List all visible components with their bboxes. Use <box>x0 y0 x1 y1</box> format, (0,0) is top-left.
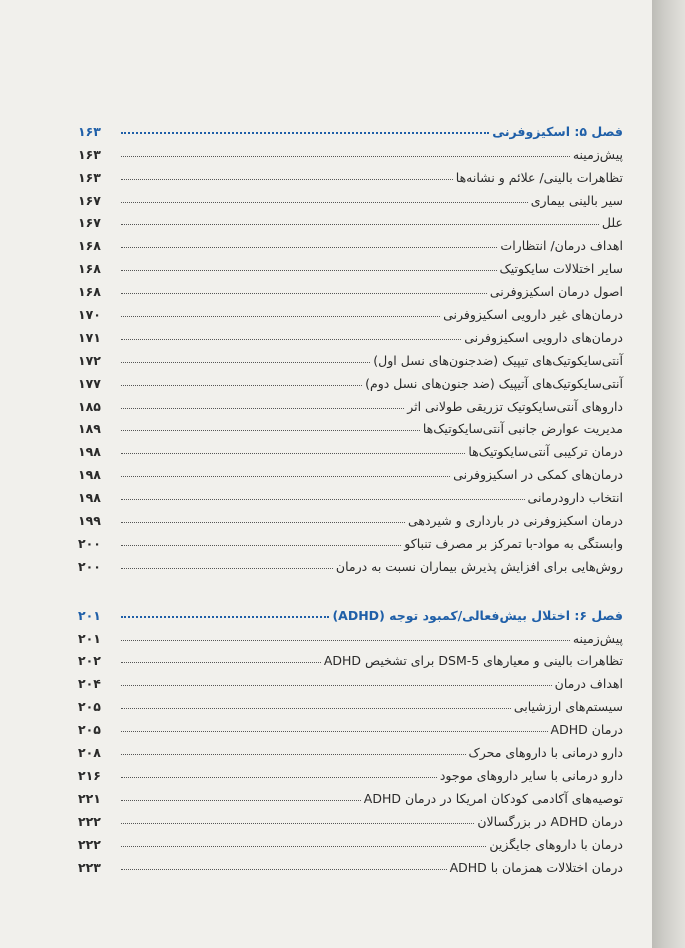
toc-label: آنتی‌سایکوتیک‌های آتیپیک (ضد جنون‌های نسل دوم) <box>365 375 623 391</box>
toc-page-number: ۲۰۱ <box>78 630 101 646</box>
dot-leader <box>121 499 525 500</box>
dot-leader <box>121 476 450 477</box>
toc-label: داروهای آنتی‌سایکوتیک تزریقی طولانی اثر <box>407 398 623 414</box>
toc-label: درمان ADHD <box>550 722 623 738</box>
dot-leader <box>121 662 321 663</box>
dot-leader <box>121 823 474 824</box>
toc-page-number: ۱۷۷ <box>78 375 101 391</box>
dot-leader <box>121 777 437 778</box>
dot-leader <box>121 522 405 523</box>
toc-label: درمان‌های دارویی اسکیزوفرنی <box>464 329 623 345</box>
toc-label: درمان ADHD در بزرگسالان <box>477 813 623 829</box>
toc-label: انتخاب دارودرمانی <box>527 490 623 506</box>
toc-page-number: ۱۶۷ <box>78 192 101 208</box>
toc-page-number: ۱۸۵ <box>78 398 101 414</box>
toc-page-number: ۱۹۸ <box>78 444 101 460</box>
dot-leader <box>121 362 370 363</box>
dot-leader <box>121 800 361 801</box>
toc-page-number: ۱۶۳ <box>78 123 101 139</box>
dot-leader <box>121 731 548 732</box>
toc-label: درمان با داروهای جایگزین <box>489 836 623 852</box>
toc-entry[interactable] <box>78 691 623 714</box>
dot-leader <box>121 640 570 641</box>
toc-label: اصول درمان اسکیزوفرنی <box>489 284 623 300</box>
toc-label: درمان‌های غیر دارویی اسکیزوفرنی <box>443 307 623 323</box>
toc-entry[interactable] <box>78 368 623 391</box>
toc-entry[interactable] <box>78 829 623 852</box>
toc-page-number: ۲۰۴ <box>78 676 101 692</box>
toc-page-number: ۲۲۱ <box>78 790 101 806</box>
toc-entry[interactable] <box>78 482 623 505</box>
dot-leader <box>121 270 497 271</box>
toc-page-number: ۲۰۲ <box>78 653 101 669</box>
toc-entry[interactable] <box>78 737 623 760</box>
dot-leader <box>121 754 466 755</box>
table-of-contents <box>78 116 623 875</box>
toc-label: پیش‌زمینه <box>572 630 623 646</box>
toc-label: مدیریت عوارض جانبی آنتی‌سایکوتیک‌ها <box>422 421 623 437</box>
toc-entry[interactable] <box>78 414 623 437</box>
chapter-gap <box>78 574 623 600</box>
toc-page-number: ۲۲۲ <box>78 813 101 829</box>
toc-label: سیستم‌های ارزشیابی <box>513 699 623 715</box>
toc-page-number: ۱۶۸ <box>78 261 101 277</box>
dot-leader <box>121 385 362 386</box>
toc-entry[interactable] <box>78 230 623 253</box>
toc-entry[interactable] <box>78 391 623 414</box>
toc-page-number: ۱۷۲ <box>78 352 101 368</box>
toc-page-number: ۱۷۱ <box>78 329 101 345</box>
toc-entry[interactable] <box>78 253 623 276</box>
toc-label: دارو درمانی با سایر داروهای موجود <box>439 767 623 783</box>
dot-leader <box>121 869 447 870</box>
toc-label: روش‌هایی برای افزایش پذیرش بیماران نسبت به درمان <box>335 558 623 574</box>
toc-page-number: ۱۶۸ <box>78 284 101 300</box>
toc-entry[interactable] <box>78 668 623 691</box>
dot-leader <box>121 247 497 248</box>
toc-label: سایر اختلالات سایکوتیک <box>499 261 623 277</box>
dot-leader <box>121 846 486 847</box>
toc-label: توصیه‌های آکادمی کودکان امریکا در درمان ADHD <box>363 790 623 806</box>
toc-entry[interactable] <box>78 459 623 482</box>
toc-label: درمان اختلالات همزمان با ADHD <box>449 859 623 875</box>
chapter-section <box>78 600 623 875</box>
toc-entry[interactable] <box>78 345 623 368</box>
chapter-heading[interactable] <box>78 600 623 623</box>
toc-entry[interactable] <box>78 505 623 528</box>
toc-page-number: ۱۹۸ <box>78 467 101 483</box>
toc-label: دارو درمانی با داروهای محرک <box>468 745 623 761</box>
toc-label: درمان اسکیزوفرنی در بارداری و شیردهی <box>407 513 623 529</box>
toc-label: سیر بالینی بیماری <box>530 192 623 208</box>
dot-leader <box>121 568 333 569</box>
toc-entry[interactable] <box>78 528 623 551</box>
toc-page-number: ۱۸۹ <box>78 421 101 437</box>
dot-leader <box>121 430 420 431</box>
dot-leader <box>121 708 511 709</box>
toc-page-number: ۱۶۳ <box>78 169 101 185</box>
dot-leader <box>121 132 489 134</box>
dot-leader <box>121 616 329 618</box>
toc-page-number: ۱۶۳ <box>78 146 101 162</box>
toc-entry[interactable] <box>78 852 623 875</box>
chapter-heading[interactable] <box>78 116 623 139</box>
toc-label: فصل ۶: اختلال بیش‌فعالی/کمبود توجه (ADHD) <box>332 607 623 623</box>
toc-entry[interactable] <box>78 299 623 322</box>
toc-entry[interactable] <box>78 646 623 669</box>
dot-leader <box>121 545 401 546</box>
toc-page-number: ۲۰۵ <box>78 722 101 738</box>
toc-page-number: ۲۲۳ <box>78 859 101 875</box>
toc-entry[interactable] <box>78 783 623 806</box>
dot-leader <box>121 156 570 157</box>
dot-leader <box>121 224 599 225</box>
toc-label: تظاهرات بالینی/ علائم و نشانه‌ها <box>455 169 623 185</box>
toc-entry[interactable] <box>78 208 623 231</box>
toc-page-number: ۲۰۰ <box>78 558 101 574</box>
dot-leader <box>121 339 461 340</box>
dot-leader <box>121 316 440 317</box>
toc-entry[interactable] <box>78 322 623 345</box>
toc-entry[interactable] <box>78 623 623 646</box>
toc-page-number: ۱۶۸ <box>78 238 101 254</box>
dot-leader <box>121 293 487 294</box>
toc-label: اهداف درمان <box>554 676 623 692</box>
dot-leader <box>121 202 528 203</box>
toc-page-number: ۱۹۸ <box>78 490 101 506</box>
toc-page-number: ۲۰۰ <box>78 535 101 551</box>
toc-label: اهداف درمان/ انتظارات <box>500 238 623 254</box>
toc-page-number: ۲۲۲ <box>78 836 101 852</box>
page-edge <box>652 0 685 948</box>
toc-entry[interactable] <box>78 436 623 459</box>
toc-label: فصل ۵: اسکیزوفرنی <box>492 123 623 139</box>
toc-entry[interactable] <box>78 760 623 783</box>
toc-label: درمان ترکیبی آنتی‌سایکوتیک‌ها <box>468 444 623 460</box>
toc-page-number: ۱۹۹ <box>78 513 101 529</box>
toc-entry[interactable] <box>78 162 623 185</box>
toc-entry[interactable] <box>78 551 623 574</box>
dot-leader <box>121 408 404 409</box>
dot-leader <box>121 685 552 686</box>
toc-label: درمان‌های کمکی در اسکیزوفرنی <box>453 467 623 483</box>
chapter-section <box>78 116 623 574</box>
toc-entry[interactable] <box>78 276 623 299</box>
toc-entry[interactable] <box>78 185 623 208</box>
toc-label: تظاهرات بالینی و معیارهای DSM-5 برای تشخیص ADHD <box>323 653 623 669</box>
toc-page-number: ۱۶۷ <box>78 215 101 231</box>
dot-leader <box>121 453 465 454</box>
toc-entry[interactable] <box>78 714 623 737</box>
toc-entry[interactable] <box>78 806 623 829</box>
dot-leader <box>121 179 453 180</box>
toc-label: علل <box>601 215 623 231</box>
toc-entry[interactable] <box>78 139 623 162</box>
toc-page-number: ۲۱۶ <box>78 767 101 783</box>
toc-label: وابستگی به مواد-با تمرکز بر مصرف تنباکو <box>404 535 623 551</box>
toc-label: آنتی‌سایکوتیک‌های تیپیک (ضدجنون‌های نسل اول) <box>373 352 623 368</box>
toc-page-number: ۱۷۰ <box>78 307 101 323</box>
toc-page-number: ۲۰۸ <box>78 745 101 761</box>
toc-page-number: ۲۰۱ <box>78 607 101 623</box>
toc-label: پیش‌زمینه <box>572 146 623 162</box>
toc-page-number: ۲۰۵ <box>78 699 101 715</box>
